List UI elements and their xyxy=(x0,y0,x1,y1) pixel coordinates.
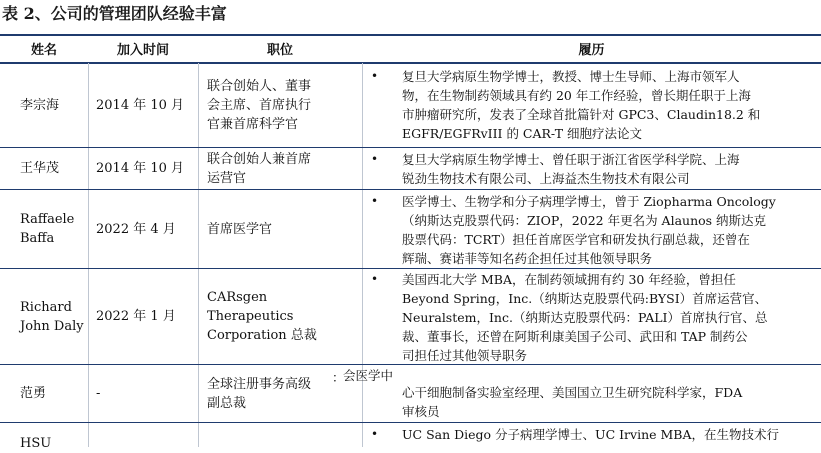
row-5-stray-text: 会医学中 xyxy=(343,368,394,383)
col-divider-3 xyxy=(362,63,363,447)
row-4-bullet: • xyxy=(371,272,379,286)
col-divider-2 xyxy=(198,63,199,447)
row-1-name: 李宗海 xyxy=(20,98,60,113)
row-4-position: CARsgen Therapeutics Corporation 总裁 xyxy=(207,290,317,343)
row-1-resume: 复旦大学病原生物学博士，教授、博士生导师、上海市领军人 物，在生物制药领域具有约 20 年工作经验，曾长期任职于上海 市肿瘤研究所，发表了全球首批篇针对 GPC3、Claudin18.2 和 EGFR/EGFRvIII 的 CAR-T 细胞疗法论文 xyxy=(402,69,761,141)
row-3-name: Raffaele Baffa xyxy=(20,212,75,246)
header-name: 姓名 xyxy=(30,43,57,58)
row-2-position: 联合创始人兼首席 运营官 xyxy=(207,151,312,186)
row-1-bullet: • xyxy=(371,69,379,83)
table-title: 表 2、公司的管理团队经验丰富 xyxy=(2,4,227,23)
row-1-position: 联合创始人、董事 会主席、首席执行 官兼首席科学官 xyxy=(207,79,312,132)
row-2-name: 王华茂 xyxy=(20,161,60,176)
header-join: 加入时间 xyxy=(116,43,169,58)
row-2-bullet: • xyxy=(371,152,379,166)
col-divider-1 xyxy=(88,63,89,447)
row-4-join: 2022 年 1 月 xyxy=(96,309,176,324)
row-6-bullet: • xyxy=(371,427,379,441)
row-3-position: 首席医学官 xyxy=(207,221,273,237)
row-3-join: 2022 年 4 月 xyxy=(96,221,176,237)
header-resume: 履历 xyxy=(578,43,605,58)
row-6-resume: UC San Diego 分子病理学博士、UC Irvine MBA，在生物技术行 xyxy=(402,427,780,442)
row-1-join: 2014 年 10 月 xyxy=(96,98,185,113)
header-position: 职位 xyxy=(266,43,293,58)
row-4-name: Richard John Daly xyxy=(20,299,84,334)
row-5-name: 范勇 xyxy=(20,386,47,401)
row-2-join: 2014 年 10 月 xyxy=(96,161,185,176)
row-5-stray-colon: ： xyxy=(332,370,345,385)
row-3-resume: 医学博士、生物学和分子病理学博士，曾于 Ziopharma Oncology （纳斯达克股票代码：ZIOP，2022 年更名为 Alaunos 纳斯达克 股票代码：TCRT）担任首席医学官和研发执行副总裁，还曾在 辉瑞、赛诺菲等知名药企担任过其他领导职务 xyxy=(402,194,776,266)
row-divider-5 xyxy=(0,422,821,423)
row-6-name: HSU xyxy=(20,436,52,451)
row-5-resume: 心干细胞制备实验室经理、美国国立卫生研究院科学家，FDA 审核员 xyxy=(402,385,743,419)
row-4-resume: 美国西北大学 MBA，在制药领域拥有约 30 年经验，曾担任 Beyond Spring，Inc.（纳斯达克股票代码:BYSI）首席运营官、 Neuralstem，Inc.（纳斯达克股票代码：PALI）首席执行官、总 裁、董事长，还曾在阿斯利康美国子公司、武田和 TAP 制药公 司担任过其他领导职务 xyxy=(402,272,768,363)
header-top-rule xyxy=(0,34,821,36)
row-5-position: 全球注册事务高级 副总裁 xyxy=(207,376,312,411)
row-3-bullet: • xyxy=(371,194,379,208)
row-5-join: - xyxy=(96,386,101,401)
row-2-resume: 复旦大学病原生物学博士、曾任职于浙江省医学科学院、上海 锐劲生物技术有限公司、上海益杰生物技术有限公司 xyxy=(402,152,740,186)
